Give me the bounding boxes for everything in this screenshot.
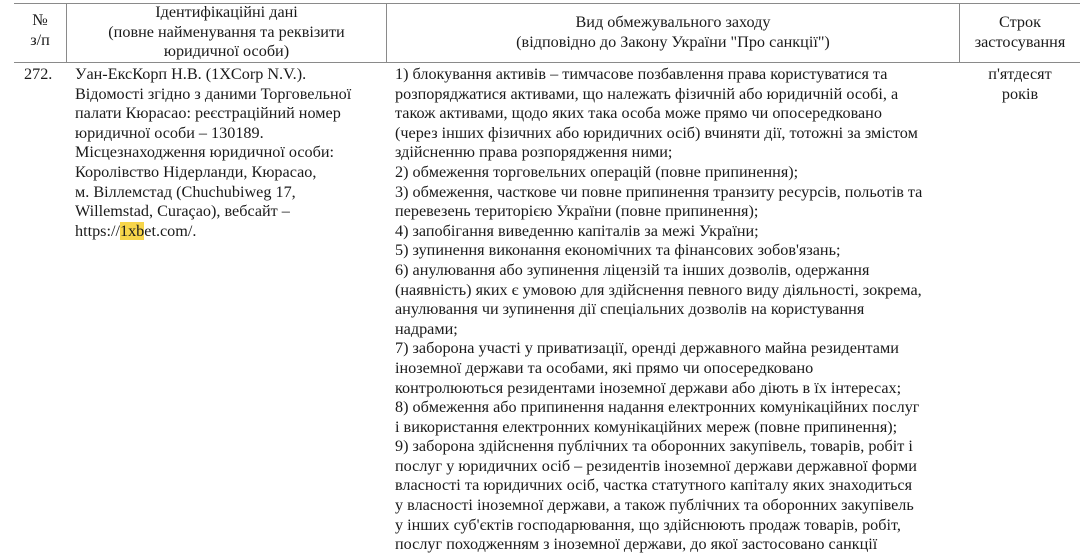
term-line: п'ятдесят xyxy=(988,65,1052,83)
measure-line: послуг у юридичних осіб – резидентів іноземної держави державної форми xyxy=(395,456,917,475)
term-line: років xyxy=(1001,84,1039,103)
measure-line: надрами; xyxy=(395,319,458,338)
measure-line: здійсненню права розпорядження ними; xyxy=(395,143,673,162)
measure-line: анулювання чи зупинення дії спеціальних дозволів на користування xyxy=(395,300,865,319)
measure-line: 8) обмеження або припинення надання електронних комунікаційних послуг xyxy=(395,398,920,417)
header-measure-line: (відповідно до Закону України "Про санкції") xyxy=(516,32,830,51)
measure-line: 9) заборона здійснення публічних та оборонних закупівель, товарів, робіт і xyxy=(395,437,913,456)
row-number: 272. xyxy=(24,65,53,83)
identification-line: юридичної особи – 130189. xyxy=(75,123,264,142)
header-term-line: застосування xyxy=(974,32,1066,51)
identification-line: Відомості згідно з даними Торговельної xyxy=(75,84,352,103)
header-measure xyxy=(387,13,959,52)
measure-line: перевезень територією України (повне припинення); xyxy=(395,202,759,221)
measure-line: також активами, щодо яких така особа може прямо чи опосередковано xyxy=(395,104,882,123)
website-suffix: et.com/. xyxy=(144,221,197,240)
measure-line: (наявність) яких є умовою для здійснення певного виду діяльності, зокрема, xyxy=(395,280,922,299)
header-identification-line: юридичної особи) xyxy=(163,42,290,61)
identification-line: Willemstad, Curaçao), вебсайт – xyxy=(75,202,290,221)
header-term-line: Строк xyxy=(999,13,1041,31)
measure-line: і використання електронних комунікаційних мереж (повне припинення); xyxy=(395,417,898,436)
row-term xyxy=(960,65,1080,104)
website-link[interactable] xyxy=(75,222,380,242)
search-highlight: 1xb xyxy=(119,221,145,240)
identification-line: палати Кюрасао: реєстраційний номер xyxy=(75,104,341,123)
measure-line: 3) обмеження, часткове чи повне припинення транзиту ресурсів, польотів та xyxy=(395,182,923,201)
measure-line: у власності іноземної держави, а також публічних та оборонних закупівель xyxy=(395,496,914,515)
row-identification xyxy=(75,65,380,241)
identification-line: Місцезнаходження юридичної особи: xyxy=(75,143,335,162)
measure-line: контролюються резидентами іноземної держави або діють в їх інтересах; xyxy=(395,378,902,397)
measure-line: у інших суб'єктів господарювання, що здійснюють продаж товарів, робіт, xyxy=(395,515,901,534)
measure-line: 6) анулювання або зупинення ліцензій та інших дозволів, одержання xyxy=(395,260,870,279)
identification-line: Уан-ЕксКорп Н.В. (1XCorp N.V.). xyxy=(75,65,307,83)
header-term xyxy=(960,13,1080,52)
measure-line: 5) зупинення виконання економічних та фінансових зобов'язань; xyxy=(395,241,841,260)
measure-line: іноземної держави та особами, які прямо чи опосередковано xyxy=(395,358,814,377)
row-measures xyxy=(395,65,955,555)
identification-line: м. Віллемстад (Chuchubiweg 17, xyxy=(75,182,296,201)
header-bottom-border xyxy=(14,62,1080,63)
header-identification-line: Ідентифікаційні дані xyxy=(155,3,298,21)
measure-line: 4) запобігання виведенню капіталів за межі України; xyxy=(395,221,759,240)
measure-line: 2) обмеження торговельних операцій (повне припинення); xyxy=(395,162,799,181)
header-measure-line: Вид обмежувального заходу xyxy=(575,13,771,31)
header-identification xyxy=(67,3,386,62)
measure-line: власності та юридичних осіб, частка статутного капіталу яких знаходиться xyxy=(395,476,913,495)
header-number-line: № xyxy=(32,11,48,29)
measure-line: 7) заборона участі у приватизації, оренді державного майна резидентами xyxy=(395,339,899,358)
header-number-line: з/п xyxy=(30,30,50,49)
header-identification-line: (повне найменування та реквізити xyxy=(108,22,345,41)
identification-line: Королівство Нідерланди, Кюрасао, xyxy=(75,162,317,181)
measure-line: послуг походженням з іноземної держави, до якої застосовано санкції xyxy=(395,535,878,554)
header-number xyxy=(14,11,66,50)
website-prefix: https:// xyxy=(75,221,120,240)
measure-line: (через інших фізичних або юридичних осіб) вчиняти дії, тотожні за змістом xyxy=(395,123,918,142)
measure-line: 1) блокування активів – тимчасове позбавлення права користуватися та xyxy=(395,65,888,83)
measure-line: розпоряджатися активами, що належать фізичній або юридичній особі, а xyxy=(395,84,899,103)
